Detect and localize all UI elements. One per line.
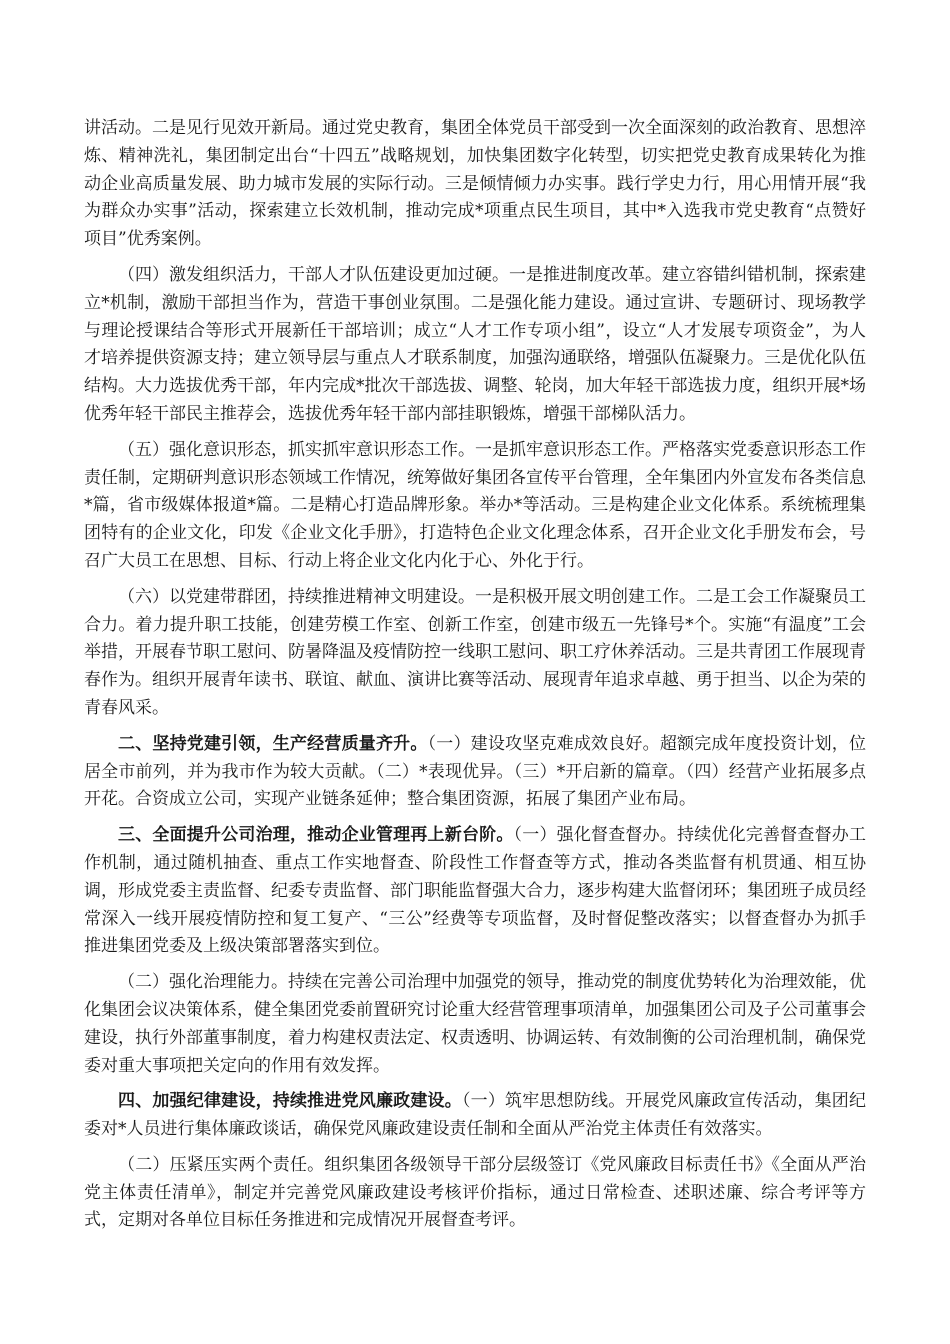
paragraph-text: （五）强化意识形态，抓实抓牢意识形态工作。一是抓牢意识形态工作。严格落实党委意识形态工作责任制，定期研判意识形态领域工作情况，统筹做好集团各宣传平台管理，全年集团内外宣发布各类信息*篇，省市级媒体报道*篇。二是精心打造品牌形象。举办*等活动。三是构建企业文化体系。系统梳理集团特有的企业文化，印发《企业文化手册》，打造特色企业文化理念体系，召开企业文化手册发布会，号召广大员工在思想、目标、行动上将企业文化内化于心、外化于行。: [84, 439, 866, 571]
paragraph-text: （一）筑牢思想防线。开展党风廉政宣传活动，集团纪委对*人员进行集体廉政谈话，确保党风廉政建设责任制和全面从严治党主体责任有效落实。: [84, 1091, 866, 1140]
paragraph-text: （二）强化治理能力。持续在完善公司治理中加强党的领导，推动党的制度优势转化为治理效能，优化集团会议决策体系，健全集团党委前置研究讨论重大经营管理事项清单，加强集团公司及子公司董事会建设，执行外部董事制度，着力构建权责法定、权责透明、协调运转、有效制衡的公司治理机制，确保党委对重大事项把关定向的作用有效发挥。: [84, 972, 866, 1076]
paragraph-mass-organizations: [84, 584, 866, 723]
paragraph-section-three: [84, 822, 866, 961]
paragraph-section-two: [84, 731, 866, 814]
paragraph-governance: [84, 969, 866, 1080]
paragraph-text: 讲活动。二是见行见效开新局。通过党史教育，集团全体党员干部受到一次全面深刻的政治教育、思想淬炼、精神洗礼，集团制定出台“十四五”战略规划，加快集团数字化转型，切实把党史教育成果转化为推动企业高质量发展、助力城市发展的实际行动。三是倾情倾力办实事。践行学史力行，用心用情开展“我为群众办实事”活动，探索建立长效机制，推动完成*项重点民生项目，其中*入选我市党史教育“点赞好项目”优秀案例。: [84, 118, 866, 250]
paragraph-section-four: [84, 1088, 866, 1144]
paragraph-text: （六）以党建带群团，持续推进精神文明建设。一是积极开展文明创建工作。二是工会工作凝聚员工合力。着力提升职工技能，创建劳模工作室、创新工作室，创建市级五一先锋号*个。实施“有温度”工会举措，开展春节职工慰问、防暑降温及疫情防控一线职工慰问、职工疗休养活动。三是共青团工作展现青春作为。组织开展青年读书、联谊、献血、演讲比赛等活动、展现青年追求卓越、勇于担当、以企为荣的青春风采。: [84, 586, 866, 718]
paragraph-party-history-continued: [84, 115, 866, 254]
paragraph-text: （四）激发组织活力，干部人才队伍建设更加过硬。一是推进制度改革。建立容错纠错机制，探索建立*机制，激励干部担当作为，营造干事创业氛围。二是强化能力建设。通过宣讲、专题研讨、现场教学与理论授课结合等形式开展新任干部培训；成立“人才工作专项小组”，设立“人才发展专项资金”，为人才培养提供资源支持；建立领导层与重点人才联系制度，加强沟通联络，增强队伍凝聚力。三是优化队伍结构。大力选拔优秀干部，年内完成*批次干部选拔、调整、轮岗，加大年轻干部选拔力度，组织开展*场优秀年轻干部民主推荐会，选拔优秀年轻干部内部挂职锻炼，增强干部梯队活力。: [84, 264, 866, 424]
paragraph-ideology: [84, 437, 866, 576]
section-heading: 四、加强纪律建设，持续推进党风廉政建设。: [118, 1091, 462, 1112]
paragraph-two-responsibilities: [84, 1152, 866, 1235]
document-body: [84, 115, 866, 1243]
section-heading: 二、坚持党建引领，生产经营质量齐升。: [118, 733, 428, 754]
section-heading: 三、全面提升公司治理，推动企业管理再上新台阶。: [118, 825, 514, 846]
paragraph-text: （一）建设攻坚克难成效良好。超额完成年度投资计划，位居全市前列，并为我市作为较大贡献。（二）*表现优异。（三）*开启新的篇章。（四）经营产业拓展多点开花。合资成立公司，实现产业链条延伸；整合集团资源，拓展了集团产业布局。: [84, 733, 867, 810]
paragraph-organization-vitality: [84, 262, 866, 429]
paragraph-text: （二）压紧压实两个责任。组织集团各级领导干部分层级签订《党风廉政目标责任书》《全面从严治党主体责任清单》，制定并完善党风廉政建设考核评价指标，通过日常检查、述职述廉、综合考评等方式，定期对各单位目标任务推进和完成情况开展督查考评。: [84, 1154, 866, 1231]
paragraph-text: （一）强化督查督办。持续优化完善督查督办工作机制，通过随机抽查、重点工作实地督查、阶段性工作督查等方式，推动各类监督有机贯通、相互协调，形成党委主责监督、纪委专责监督、部门职能监督强大合力，逐步构建大监督闭环；集团班子成员经常深入一线开展疫情防控和复工复产、“三公”经费等专项监督，及时督促整改落实；以督查督办为抓手推进集团党委及上级决策部署落实到位。: [84, 825, 866, 957]
